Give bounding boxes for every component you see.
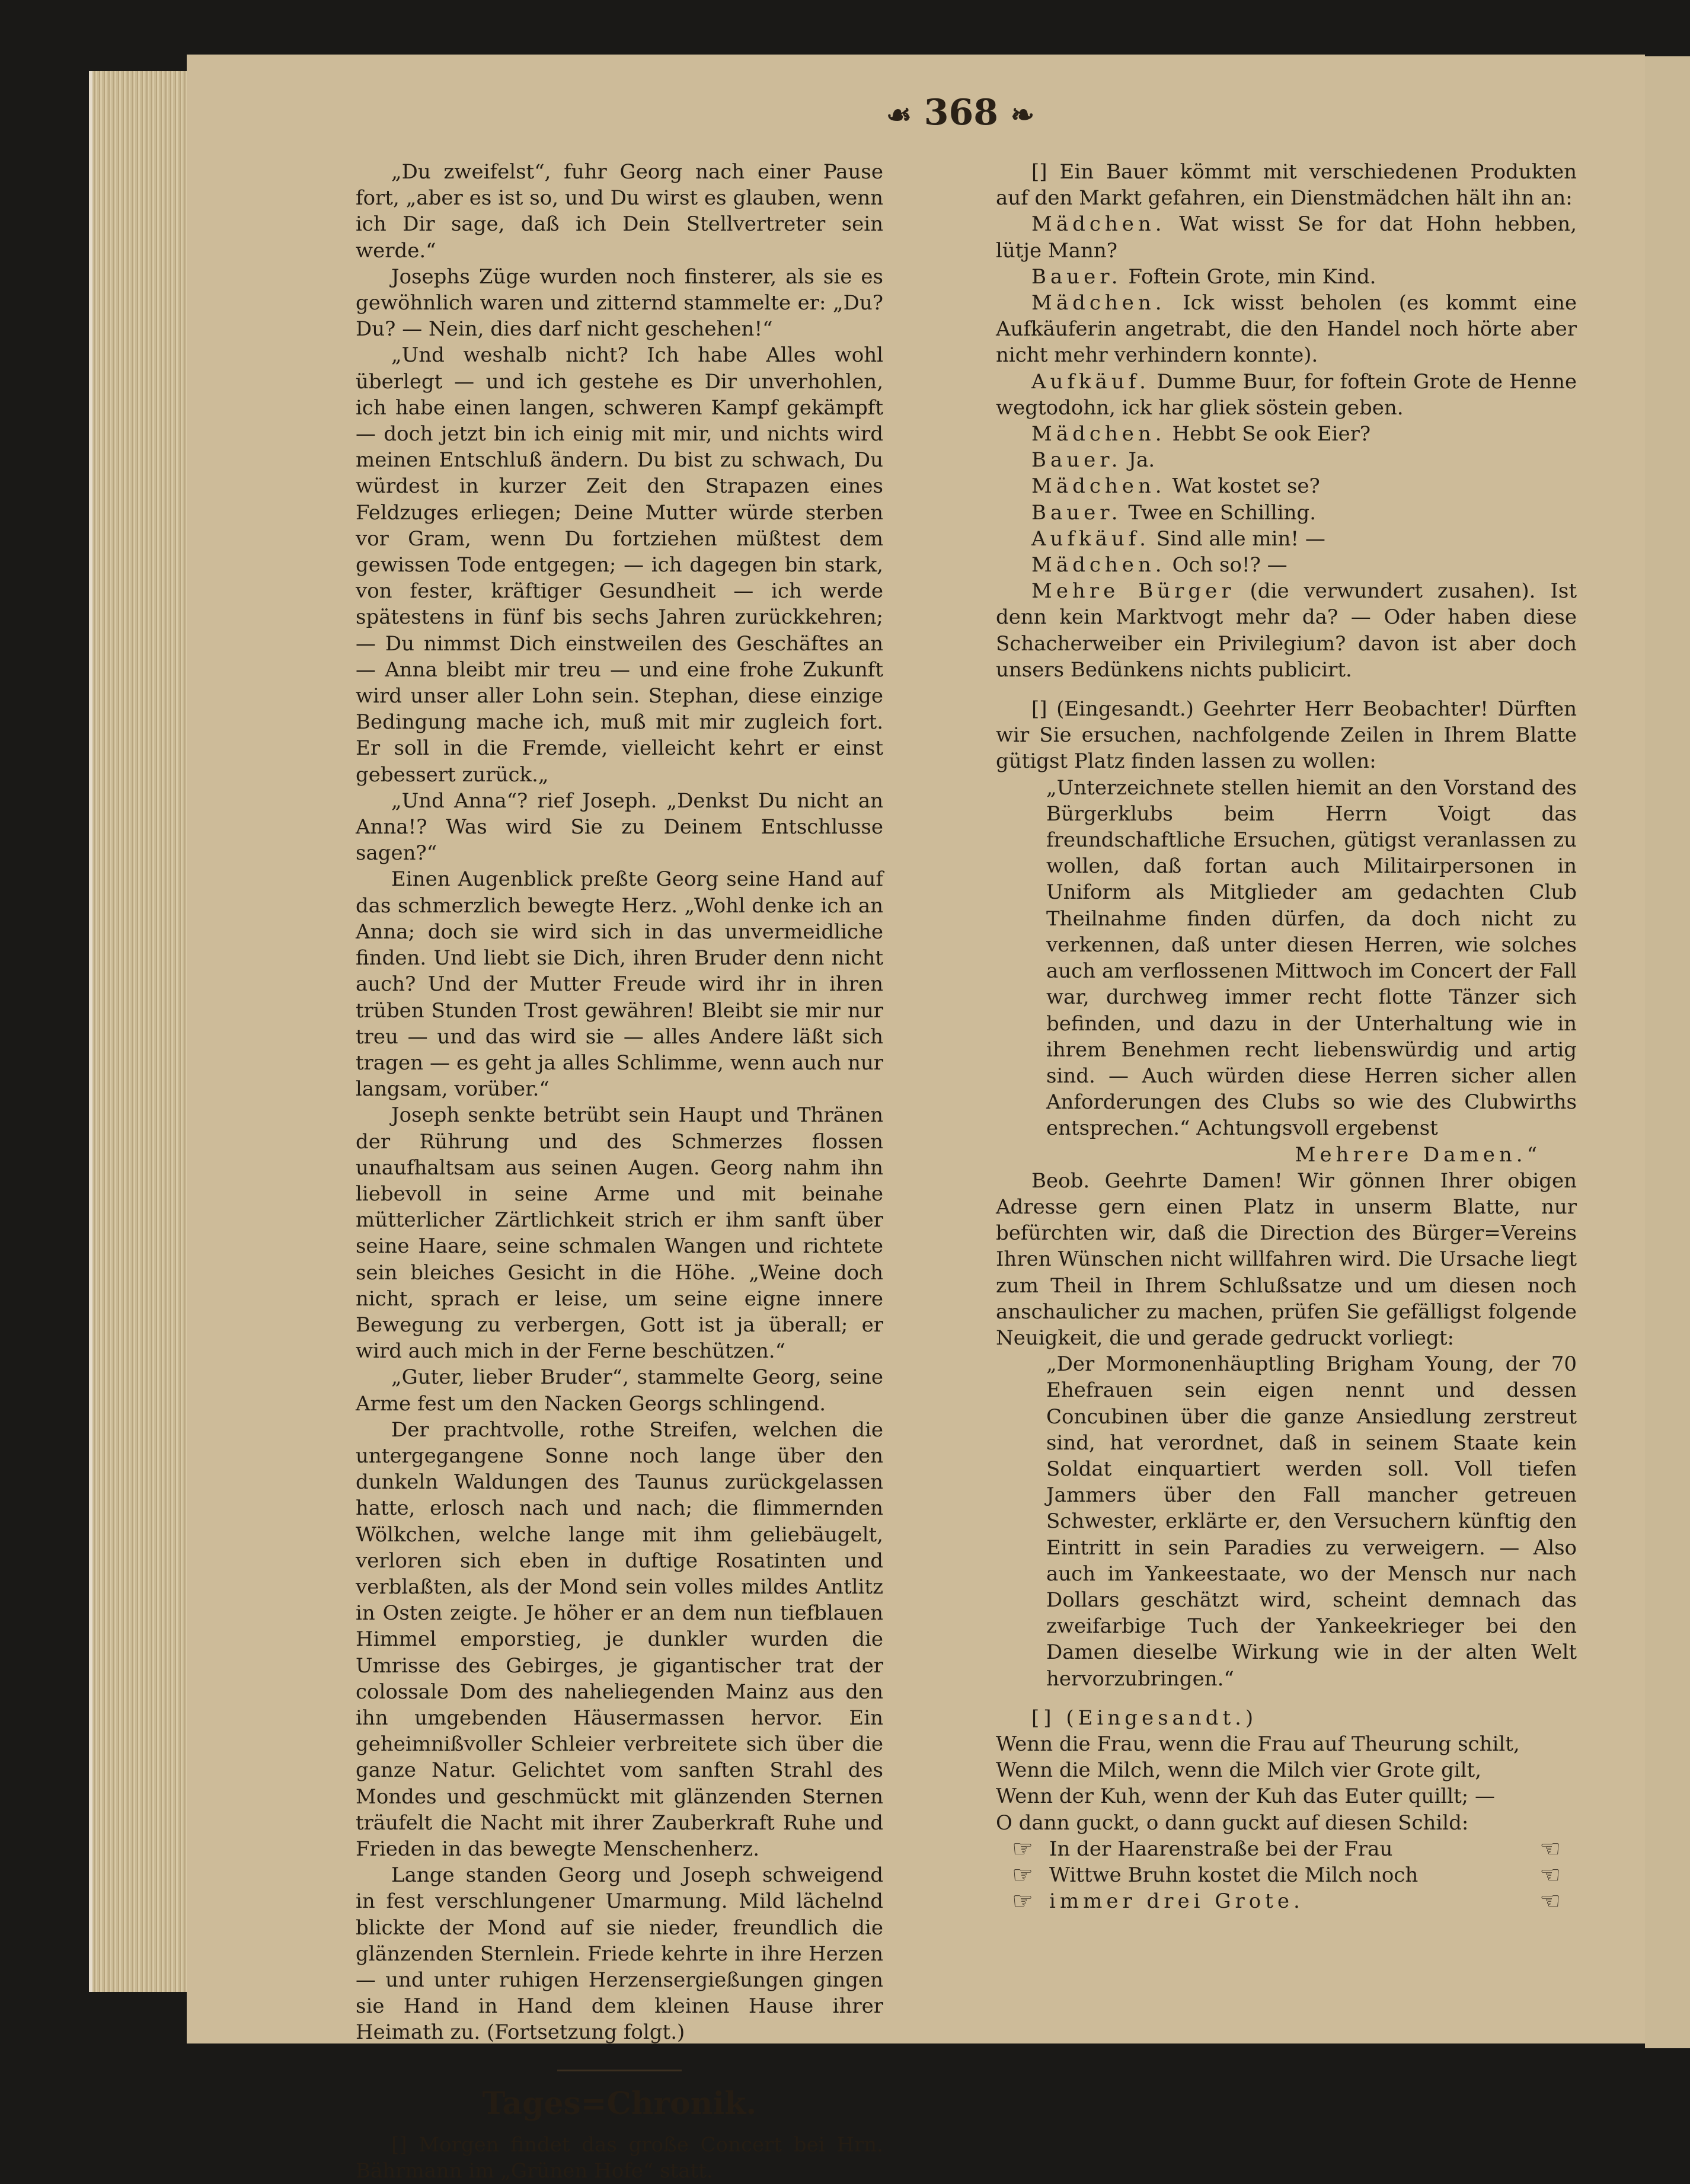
dialog-line	[996, 473, 1577, 499]
story-paragraph: Lange standen Georg und Joseph schweigend in fest verschlungener Umarmung. Mild lächelnd blickte der Mond auf sie nieder, freundlich die glänzenden Sternlein. Friede kehrte in ihre Herzen — und unter ruhigen Herzensergießungen gingen sie Hand in Hand dem kleinen Hause ihrer Heimath zu. (Fortsetzung folgt.)	[356, 1863, 883, 2045]
section-title: Tages=Chronik.	[482, 2085, 757, 2122]
milk-ad-line	[996, 1888, 1577, 1914]
dialog-text: Wat wisst Se for dat Hohn hebben, lütje Mann?	[996, 212, 1577, 263]
poem-line: O dann guckt, o dann guckt auf diesen Schild:	[996, 1811, 1469, 1835]
dialog-text: Wat kostet se?	[1172, 474, 1320, 499]
dialog-line	[996, 526, 1577, 552]
left-column	[356, 159, 883, 2184]
dialog-text: Hebbt Se ook Eier?	[1172, 422, 1371, 446]
milk-ad-line	[996, 1836, 1577, 1862]
dialog-text: Och so!? —	[1172, 553, 1288, 577]
dialog-text: Ick wisst beholen (es kommt eine Aufkäuferin angetrabt, die den Handel noch hörte aber nicht mehr verhindern konnte).	[996, 291, 1577, 368]
dialog-text: Ja.	[1128, 448, 1155, 472]
dialog-speaker: Mädchen.	[1031, 291, 1166, 315]
right-column	[996, 159, 1577, 1914]
story-paragraph: Einen Augenblick preßte Georg seine Hand auf das schmerzlich bewegte Herz. „Wohl denke ich an Anna; doch sie wird sich in das unvermeidliche finden. Und liebt sie Dich, ihren Bruder denn nicht auch? Und der Mutter Freude wird ihr in ihren trüben Stunden Trost gewähren! Bleibt sie mir nur treu — und das wird sie — alles Andere läßt sich tragen — es geht ja alles Schlimme, wenn auch nur langsam, vorüber.“	[356, 867, 883, 1101]
ornament-left-icon: ☙	[886, 98, 912, 132]
story-paragraph: Josephs Züge wurden noch finsterer, als sie es gewöhnlich waren und zitternd stammelte er: „Du? Du? — Nein, dies darf nicht geschehen!“	[356, 264, 883, 341]
dialog-line	[996, 447, 1577, 473]
letter-quote: „Unterzeichnete stellen hiemit an den Vorstand des Bürgerklubs beim Herrn Voigt das freundschaftliche Ersuchen, gütigst veranlassen zu wollen, daß fortan auch Militairpersonen in Uniform als Mitglieder am gedachten Club Theilnahme finden dürfen, da doch nicht zu verkennen, daß unter diesen Herren, wie solches auch am verflossenen Mittwoch im Concert der Fall war, durchweg immer recht flotte Tänzer sich befinden, und dazu in der Unterhaltung wie in ihrem Benehmen recht liebenswürdig und artig sind. — Auch würden diese Herren sicher allen Anforderungen des Clubs so wie des Clubwirths entsprechen.“ Achtungsvoll ergebenst	[1046, 775, 1577, 1141]
pointing-hand-right-icon: ☞	[1012, 1861, 1033, 1889]
dialog-speaker: Bauer.	[1031, 448, 1122, 472]
page-number-text: 368	[924, 92, 999, 133]
dialog-line	[996, 500, 1577, 526]
dialog-text: Dumme Buur, for foftein Grote de Henne wegtodohn, ick har gliek söstein geben.	[996, 369, 1577, 420]
book-page-edges	[89, 71, 199, 1992]
dialog-speaker: Mädchen.	[1031, 212, 1166, 237]
facing-page-edge	[1645, 56, 1690, 2048]
story-paragraph: Der prachtvolle, rothe Streifen, welchen die untergegangene Sonne noch lange über den dunkeln Waldungen des Taunus zurückgelassen hatte, erlosch nach und nach; die flimmernden Wölkchen, welche lange mit ihm geliebäugelt, verloren sich eben in duftige Rosatinten und verblaßten, als der Mond sein volles mildes Antlitz in Osten zeigte. Je höher er an dem nun tiefblauen Himmel emporstieg, je dunkler wurden die Umrisse des Gebirges, je gigantischer trat der colossale Dom des naheliegenden Mainz aus den ihn umgebenden Häusermassen hervor. Ein geheimnißvoller Schleier verbreitete sich über die ganze Natur. Gelichtet vom sanften Strahl des Mondes und geschmückt mit glänzenden Sternen träufelt die Nacht mit ihrer Zauberkraft Ruhe und Frieden in das bewegte Menschenherz.	[356, 1417, 883, 1861]
dialog-speaker: Mädchen.	[1031, 474, 1166, 499]
editor-reply: Beob. Geehrte Damen! Wir gönnen Ihrer obigen Adresse gern einen Platz in unserm Blatte, nur befürchten wir, daß die Direction des Bürger=Vereins Ihren Wünschen nicht willfahren wird. Die Ursache liegt zum Theil in Ihrem Schlußsatze und um diesen noch anschaulicher zu machen, prüfen Sie gefälligst folgende Neuigkeit, die und gerade gedruckt vorliegt:	[996, 1168, 1577, 1350]
story-paragraph: „Und Anna“? rief Joseph. „Denkst Du nicht an Anna!? Was wird Sie zu Deinem Entschlusse sagen?“	[356, 788, 883, 866]
section-divider	[557, 2070, 682, 2071]
dialog-speaker: Mädchen.	[1031, 422, 1166, 446]
story-paragraph: „Guter, lieber Bruder“, stammelte Georg, seine Arme fest um den Nacken Georgs schlingend.	[356, 1365, 883, 1416]
story-paragraph: „Du zweifelst“, fuhr Georg nach einer Pause fort, „aber es ist so, und Du wirst es glauben, wenn ich Dir sage, daß ich Dein Stellvertreter sein werde.“	[356, 160, 883, 263]
letter-intro: [] (Eingesandt.) Geehrter Herr Beobachter! Dürften wir Sie ersuchen, nachfolgende Zeilen in Ihrem Blatte gütigst Platz finden lassen zu wollen:	[996, 697, 1577, 774]
pointing-hand-left-icon: ☜	[1539, 1861, 1561, 1889]
dialog-line	[996, 578, 1577, 683]
dialog-speaker: Aufkäuf.	[1031, 526, 1150, 551]
chronik-paragraph: [] Morgen findet das große Concert bei Hrn. Bährmann im „Grünen Hofe“ statt.	[356, 2132, 883, 2183]
story-paragraph: „Und weshalb nicht? Ich habe Alles wohl überlegt — und ich gestehe es Dir unverhohlen, ich habe einen langen, schweren Kampf gekämpft — doch jetzt bin ich einig mit mir, und nichts wird meinen Entschluß ändern. Du bist zu schwach, Du würdest in kurzer Zeit den Strapazen eines Feldzuges erliegen; Deine Mutter würde sterben vor Gram, wenn Du fortziehen müßtest dem gewissen Tode entgegen; — ich dagegen bin stark, von fester, kräftiger Gesundheit — ich werde spätestens in fünf bis sechs Jahren zurückkehren; — Du nimmst Dich einstweilen des Geschäftes an — Anna bleibt mir treu — und eine frohe Zukunft wird unser aller Lohn sein. Stephan, diese einzige Bedingung mache ich, muß mit mir zugleich fort. Er soll in die Fremde, vielleicht kehrt er einst gebessert zurück.„	[356, 343, 883, 787]
pointing-hand-right-icon: ☞	[1012, 1888, 1033, 1915]
pointing-hand-left-icon: ☜	[1539, 1888, 1561, 1915]
dialog-line	[996, 211, 1577, 263]
poem-line: Wenn der Kuh, wenn der Kuh das Euter quillt; —	[996, 1784, 1495, 1809]
milk-ad-line	[996, 1862, 1577, 1888]
poem-line: Wenn die Milch, wenn die Milch vier Grote gilt,	[996, 1758, 1482, 1783]
ad-text: immer drei Grote.	[1049, 1889, 1304, 1914]
letter-signature: Mehrere Damen.“	[1295, 1142, 1541, 1167]
ornament-right-icon: ❧	[1010, 98, 1035, 132]
dialog-line	[996, 290, 1577, 369]
dialog-text: (die verwundert zusahen). Ist denn kein Marktvogt mehr da? — Oder haben diese Schacherweiber ein Privilegium? davon ist aber doch unsers Bedünkens nichts publicirt.	[996, 579, 1577, 682]
poem	[996, 1705, 1577, 1836]
dialog-speaker: Mädchen.	[1031, 553, 1166, 577]
story-paragraph: Joseph senkte betrübt sein Haupt und Thränen der Rührung und des Schmerzes flossen unaufhaltsam aus seinen Augen. Georg nahm ihn liebevoll in seine Arme und mit beinahe mütterlicher Zärtlichkeit strich er ihm sanft über seine Haare, seine schmalen Wangen und richtete sein bleiches Gesicht in die Höhe. „Weine doch nicht, sprach er leise, um seine eigne innere Bewegung zu verbergen, Gott ist ja überall; er wird auch mich in der Ferne beschützen.“	[356, 1103, 883, 1364]
dialog-line	[996, 369, 1577, 421]
ad-text: In der Haarenstraße bei der Frau	[1049, 1837, 1393, 1861]
pointing-hand-right-icon: ☞	[1012, 1835, 1033, 1863]
ad-text: Wittwe Bruhn kostet die Milch noch	[1049, 1863, 1419, 1887]
dialog-line	[996, 264, 1577, 290]
page-number	[842, 86, 1079, 139]
poem-heading: [] (Eingesandt.)	[1031, 1706, 1258, 1730]
dialog-text: Foftein Grote, min Kind.	[1128, 264, 1376, 289]
dialog-text: Twee en Schilling.	[1128, 500, 1317, 525]
dialog-text: Sind alle min! —	[1156, 526, 1325, 551]
dialog-speaker: Bauer.	[1031, 264, 1122, 289]
dialog-line	[996, 421, 1577, 447]
dialog-speaker: Aufkäuf.	[1031, 369, 1150, 394]
dialog-speaker: Mehre Bürger	[1031, 579, 1235, 604]
market-intro: [] Ein Bauer kömmt mit verschiedenen Produkten auf den Markt gefahren, ein Dienstmädchen hält ihn an:	[996, 160, 1577, 210]
reply-quote: „Der Mormonenhäuptling Brigham Young, der 70 Ehefrauen sein eigen nennt und dessen Concubinen über die ganze Ansiedlung zerstreut sind, hat verordnet, daß in seinem Staate kein Soldat einquartiert werden soll. Voll tiefen Jammers über den Fall mancher getreuen Schwester, erklärte er, den Versuchern künftig den Eintritt in sein Paradies zu verweigern. — Also auch im Yankeestaate, wo der Mensch nur nach Dollars geschätzt wird, scheint demnach das zweifarbige Tuch der Yankeekrieger bei den Damen dieselbe Wirkung wie in der alten Welt hervorzubringen.“	[1046, 1352, 1577, 1691]
poem-line: Wenn die Frau, wenn die Frau auf Theurung schilt,	[996, 1732, 1520, 1756]
pointing-hand-left-icon: ☜	[1539, 1835, 1561, 1863]
dialog-speaker: Bauer.	[1031, 500, 1122, 525]
dialog-line	[996, 552, 1577, 578]
